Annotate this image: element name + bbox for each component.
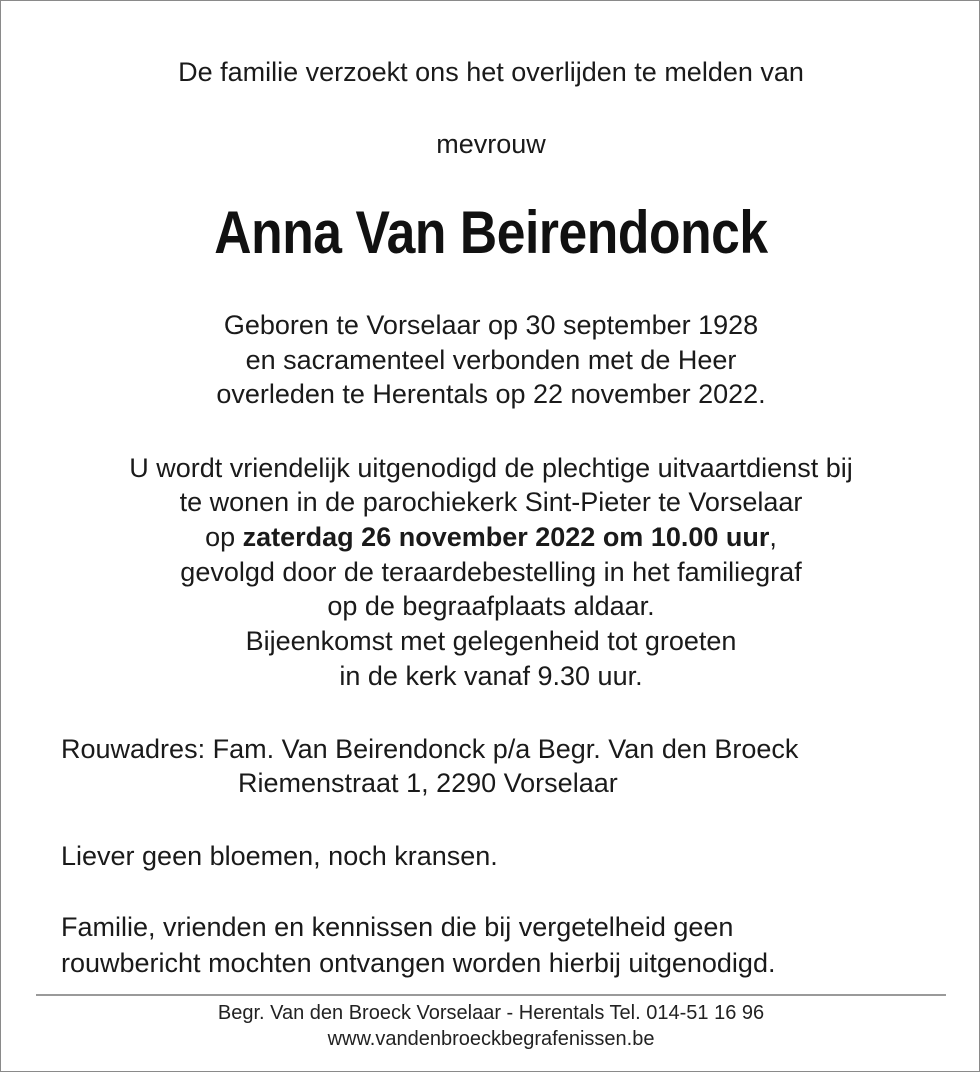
gathering-time-line: in de kerk vanaf 9.30 uur. bbox=[339, 661, 643, 691]
gathering-line: Bijeenkomst met gelegenheid tot groeten bbox=[245, 626, 737, 656]
mourning-address: Rouwadres: Fam. Van Beirendonck p/a Begr. Van den Broeck bbox=[61, 734, 799, 764]
funeral-date: zaterdag 26 november 2022 om 10.00 uur bbox=[242, 522, 770, 552]
date-prefix: op bbox=[205, 522, 243, 552]
death-line: overleden te Herentals op 22 november 2022. bbox=[216, 379, 766, 409]
funeral-home-website[interactable]: www.vandenbroeckbegrafenissen.be bbox=[327, 1028, 655, 1050]
cemetery-line: op de begraafplaats aldaar. bbox=[327, 591, 655, 621]
funeral-home-contact: Begr. Van den Broeck Vorselaar - Herentals Tel. 014-51 16 96 bbox=[217, 1002, 765, 1024]
invitation-line-1: Familie, vrienden en kennissen die bij vergetelheid geen bbox=[61, 912, 734, 942]
flowers-note: Liever geen bloemen, noch kransen. bbox=[61, 841, 498, 871]
funeral-date-line bbox=[1, 519, 980, 555]
sacrament-line: en sacramenteel verbonden met de Heer bbox=[245, 345, 737, 375]
mourning-address-street: Riemenstraat 1, 2290 Vorselaar bbox=[238, 768, 618, 798]
burial-line: gevolgd door de teraardebestelling in het familiegraf bbox=[180, 557, 802, 587]
footer-divider bbox=[36, 994, 946, 996]
date-suffix: , bbox=[769, 522, 777, 552]
intro-text: De familie verzoekt ons het overlijden te melden van bbox=[178, 57, 804, 87]
honorific-title: mevrouw bbox=[436, 129, 546, 159]
church-line: te wonen in de parochiekerk Sint-Pieter te Vorselaar bbox=[179, 487, 803, 517]
funeral-invite-line: U wordt vriendelijk uitgenodigd de plechtige uitvaartdienst bij bbox=[129, 453, 853, 483]
deceased-name: Anna Van Beirendonck bbox=[214, 199, 768, 266]
invitation-line-2: rouwbericht mochten ontvangen worden hierbij uitgenodigd. bbox=[61, 948, 776, 978]
birth-line: Geboren te Vorselaar op 30 september 1928 bbox=[223, 310, 759, 340]
